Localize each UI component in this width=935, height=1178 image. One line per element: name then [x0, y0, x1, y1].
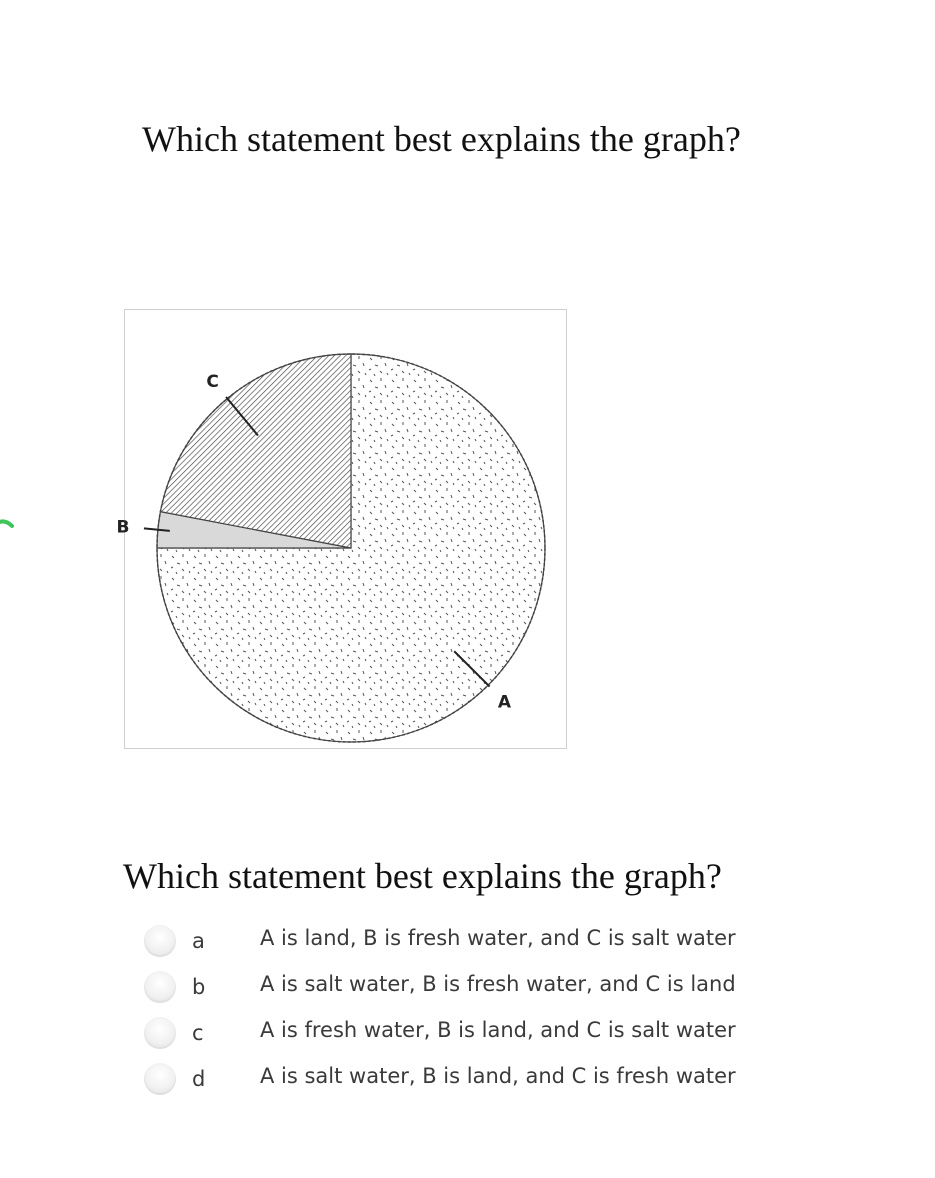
pie-chart-frame: [116, 309, 567, 749]
option-letter: c: [192, 1021, 204, 1045]
slice-label-c: C: [206, 371, 219, 392]
option-b[interactable]: [143, 966, 783, 1012]
question-title-bottom: Which statement best explains the graph?: [123, 856, 722, 896]
option-text: A is salt water, B is fresh water, and C is land: [260, 972, 736, 996]
option-text: A is fresh water, B is land, and C is salt water: [260, 1018, 736, 1042]
radio-unchecked-icon[interactable]: [144, 971, 176, 1003]
option-d[interactable]: [143, 1058, 783, 1104]
radio-unchecked-icon[interactable]: [144, 925, 176, 957]
green-mark-icon: [0, 514, 18, 538]
radio-unchecked-icon[interactable]: [144, 1063, 176, 1095]
option-letter: d: [192, 1067, 206, 1091]
option-letter: a: [192, 929, 205, 953]
slice-label-b: B: [116, 517, 130, 538]
option-text: A is salt water, B is land, and C is fresh water: [260, 1064, 736, 1088]
option-c[interactable]: [143, 1012, 783, 1058]
option-text: A is land, B is fresh water, and C is salt water: [260, 926, 736, 950]
option-a[interactable]: [143, 920, 783, 966]
pie-chart: [116, 310, 565, 747]
option-letter: b: [192, 975, 206, 999]
answer-options: [143, 920, 783, 1104]
question-title-top: Which statement best explains the graph?: [142, 119, 741, 159]
slice-label-a: A: [497, 692, 512, 713]
radio-unchecked-icon[interactable]: [144, 1017, 176, 1049]
